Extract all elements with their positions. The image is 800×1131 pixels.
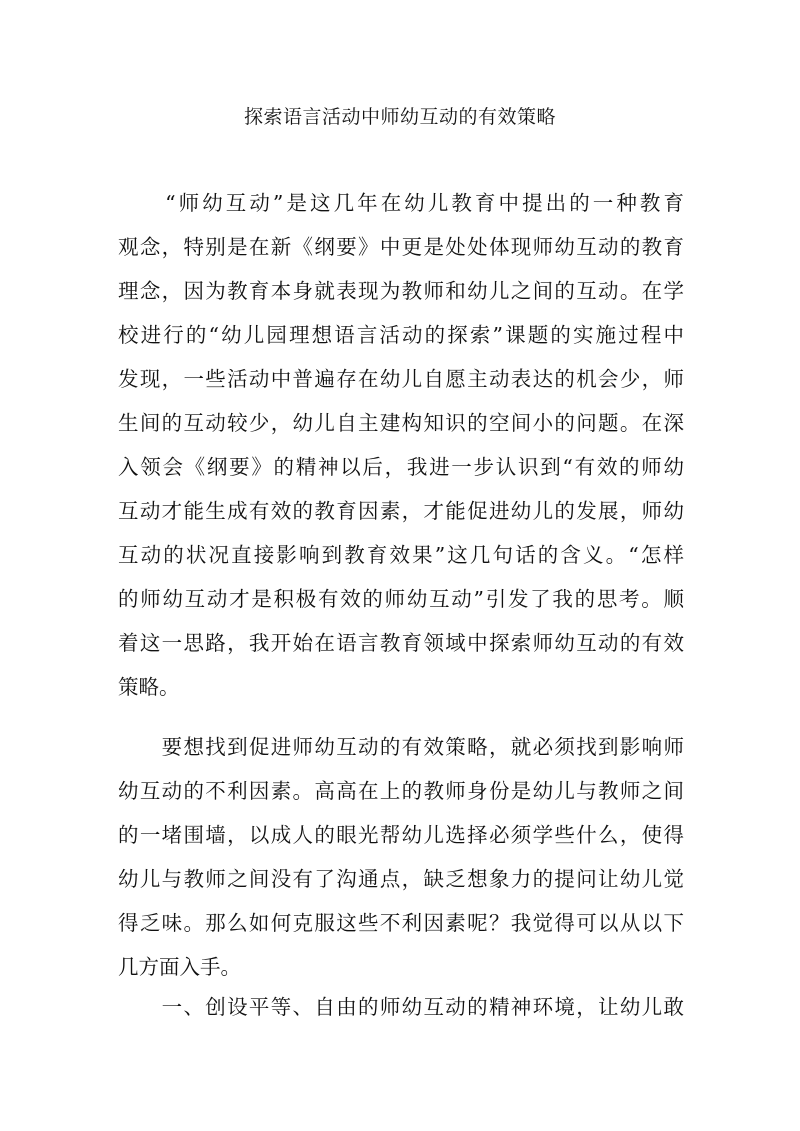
paragraph-line: 要想找到促进师幼互动的有效策略，就必须找到影响师: [118, 735, 684, 759]
paragraph-line: 生间的互动较少，幼儿自主建构知识的空间小的问题。在深: [118, 411, 684, 435]
document-title: 探索语言活动中师幼互动的有效策略: [243, 106, 556, 128]
paragraph-line: 观念，特别是在新《纲要》中更是处处体现师幼互动的教育: [118, 235, 684, 259]
paragraph-1: [118, 181, 684, 709]
paragraph-line: 理念，因为教育本身就表现为教师和幼儿之间的互动。在学: [118, 279, 684, 303]
paragraph-line: 入领会《纲要》的精神以后，我进一步认识到“有效的师幼: [118, 455, 684, 479]
paragraph-line: 着这一思路，我开始在语言教育领域中探索师幼互动的有效: [118, 631, 684, 655]
paragraph-2: [118, 725, 684, 989]
paragraph-line: 的师幼互动才是积极有效的师幼互动”引发了我的思考。顺: [118, 587, 684, 611]
paragraph-line: 互动的状况直接影响到教育效果”这几句话的含义。“怎样: [118, 543, 684, 567]
paragraph-line: 策略。: [118, 675, 180, 699]
paragraph-line: 幼互动的不利因素。高高在上的教师身份是幼儿与教师之间: [118, 779, 684, 803]
paragraph-line: 得乏味。那么如何克服这些不利因素呢？我觉得可以从以下: [118, 911, 684, 935]
paragraph-line: 幼儿与教师之间没有了沟通点，缺乏想象力的提问让幼儿觉: [118, 867, 684, 891]
paragraph-line: 的一堵围墙，以成人的眼光帮幼儿选择必须学些什么，使得: [118, 823, 684, 847]
paragraph-3: [118, 985, 684, 1029]
paragraph-line: 校进行的“幼儿园理想语言活动的探索”课题的实施过程中: [118, 323, 684, 347]
paragraph-line: “师幼互动”是这几年在幼儿教育中提出的一种教育: [118, 191, 684, 215]
paragraph-line: 一、创设平等、自由的师幼互动的精神环境，让幼儿敢: [118, 995, 684, 1019]
paragraph-line: 几方面入手。: [118, 955, 241, 979]
paragraph-line: 互动才能生成有效的教育因素，才能促进幼儿的发展，师幼: [118, 499, 684, 523]
paragraph-line: 发现，一些活动中普遍存在幼儿自愿主动表达的机会少，师: [118, 367, 684, 391]
